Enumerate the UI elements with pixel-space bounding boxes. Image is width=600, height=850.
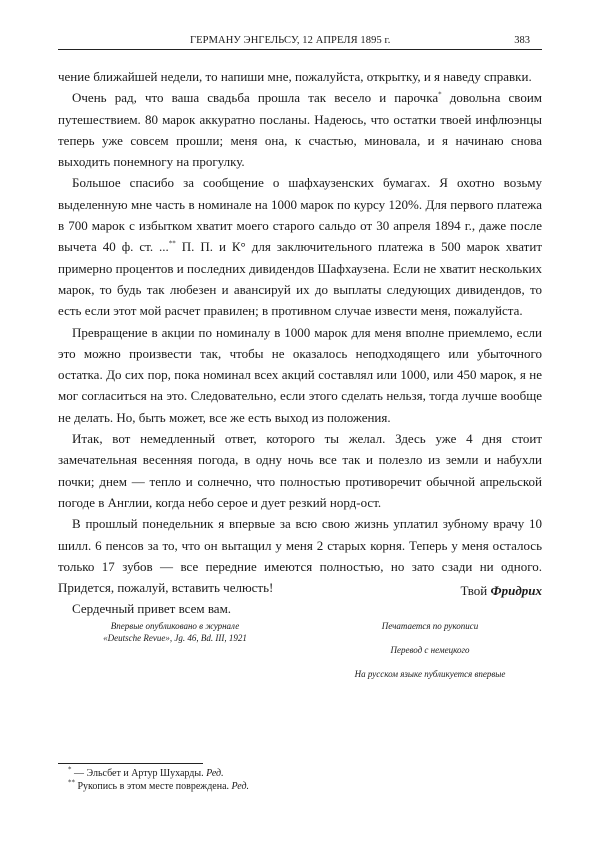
page-number: 383	[514, 35, 530, 46]
paragraph-3	[58, 172, 542, 321]
paragraph-5: Итак, вот немедленный ответ, которого ты желал. Здесь уже 4 дня стоит замечательная весенняя погода, в одну ночь все так и полезло из земли и набухли почки; днем — тепло и солнечно, что полностью противоречит обычной апрельской погоде в Англии, когда небо серое и дует резкий норд-ост.	[58, 431, 542, 510]
footnote-1	[68, 767, 249, 780]
footnote-1-mark: *	[68, 765, 72, 774]
paragraph-1: чение ближайшей недели, то напиши мне, пожалуйста, открытку, и я наведу справки.	[58, 69, 532, 84]
first-published-note	[80, 620, 270, 644]
footnotes	[68, 767, 249, 793]
paragraph-2	[58, 87, 542, 172]
paragraph-2-start: Очень рад, что ваша свадьба прошла так весело и парочка	[72, 90, 439, 106]
running-title: ГЕРМАНУ ЭНГЕЛЬСУ, 12 АПРЕЛЯ 1895 г.	[190, 35, 391, 46]
footnote-2	[68, 780, 249, 793]
footnote-1-editor: Ред.	[206, 768, 224, 779]
paragraph-4: Превращение в акции по номиналу в 1000 марок для меня вполне приемлемо, если это можно произвести так, чтобы не оказалось неподходящего или убыточного остатка. До сих пор, пока номинал всех акций составлял или 1000, или 450 марок, я не мог согласиться на это. Следовательно, если этого сделать нельзя, тогда лучше вообще не делать. Но, быть может, все же есть выход из положения.	[58, 324, 542, 425]
paragraph-7: Сердечный привет всем вам.	[72, 601, 232, 617]
first-published-line-1: Впервые опубликовано в журнале	[110, 621, 240, 631]
paragraph-3-start: Большое спасибо за сообщение о шафхаузенских бумагах. Я охотно возьму выделенную мне часть в номинале на 1000 марок по курсу 120%. Для первого платежа в 700 марок с избытком хватит моего старого сальдо от 30 апреля 1894 г., даже после вычета 40 ф. ст. ...	[58, 175, 542, 255]
source-line-2: Перевод с немецкого	[390, 645, 470, 655]
letter-body	[58, 66, 542, 620]
signature-prefix: Твой	[460, 583, 491, 598]
signature-name: Фридрих	[490, 583, 542, 598]
paragraph-3-end: П. П. и К° для заключительного платежа в 500 марок хватит примерно процентов и последних дивидендов Шафхаузена. Если не хватит нескольких марок, то будь так любезен и авансируй их до выплаты следующих дивидендов, то есть если этот мой расчет правилен; в противном случае извести меня, пожалуйста.	[58, 239, 542, 319]
running-header	[58, 33, 542, 50]
signature	[460, 583, 542, 599]
first-published-line-2: «Deutsche Revue», Jg. 46, Bd. III, 1921	[103, 633, 247, 643]
footnote-1-text: — Эльсбет и Артур Шухарды.	[71, 768, 207, 779]
footnote-2-text: Рукопись в этом месте повреждена.	[75, 781, 232, 792]
footnote-ref-1: *	[438, 90, 442, 99]
footnote-2-mark: **	[68, 778, 75, 787]
footnote-2-editor: Ред.	[231, 781, 250, 792]
paragraph-6: В прошлый понедельник я впервые за всю свою жизнь уплатил зубному врачу 10 шилл. 6 пенсов за то, что он вытащил у меня 2 старых корня. Теперь у меня осталось только 17 зубов — все передние имеются полностью, но зато сзади ни одного. Придется, пожалуй, вставить челюсть!	[58, 516, 542, 596]
footnote-divider	[58, 763, 203, 764]
paragraph-2-end: довольна своим путешествием. 80 марок аккуратно посланы. Надеюсь, что остатки твоей инфлюэнцы теперь уже совсем прошли; меня она, к счастью, миновала, и я начинаю снова выходить понемногу на прогулку.	[58, 90, 542, 170]
source-line-3: На русском языке публикуется впервые	[354, 669, 506, 679]
source-line-1: Печатается по рукописи	[381, 621, 479, 631]
source-note	[330, 620, 530, 692]
footnote-ref-2: **	[168, 240, 176, 249]
